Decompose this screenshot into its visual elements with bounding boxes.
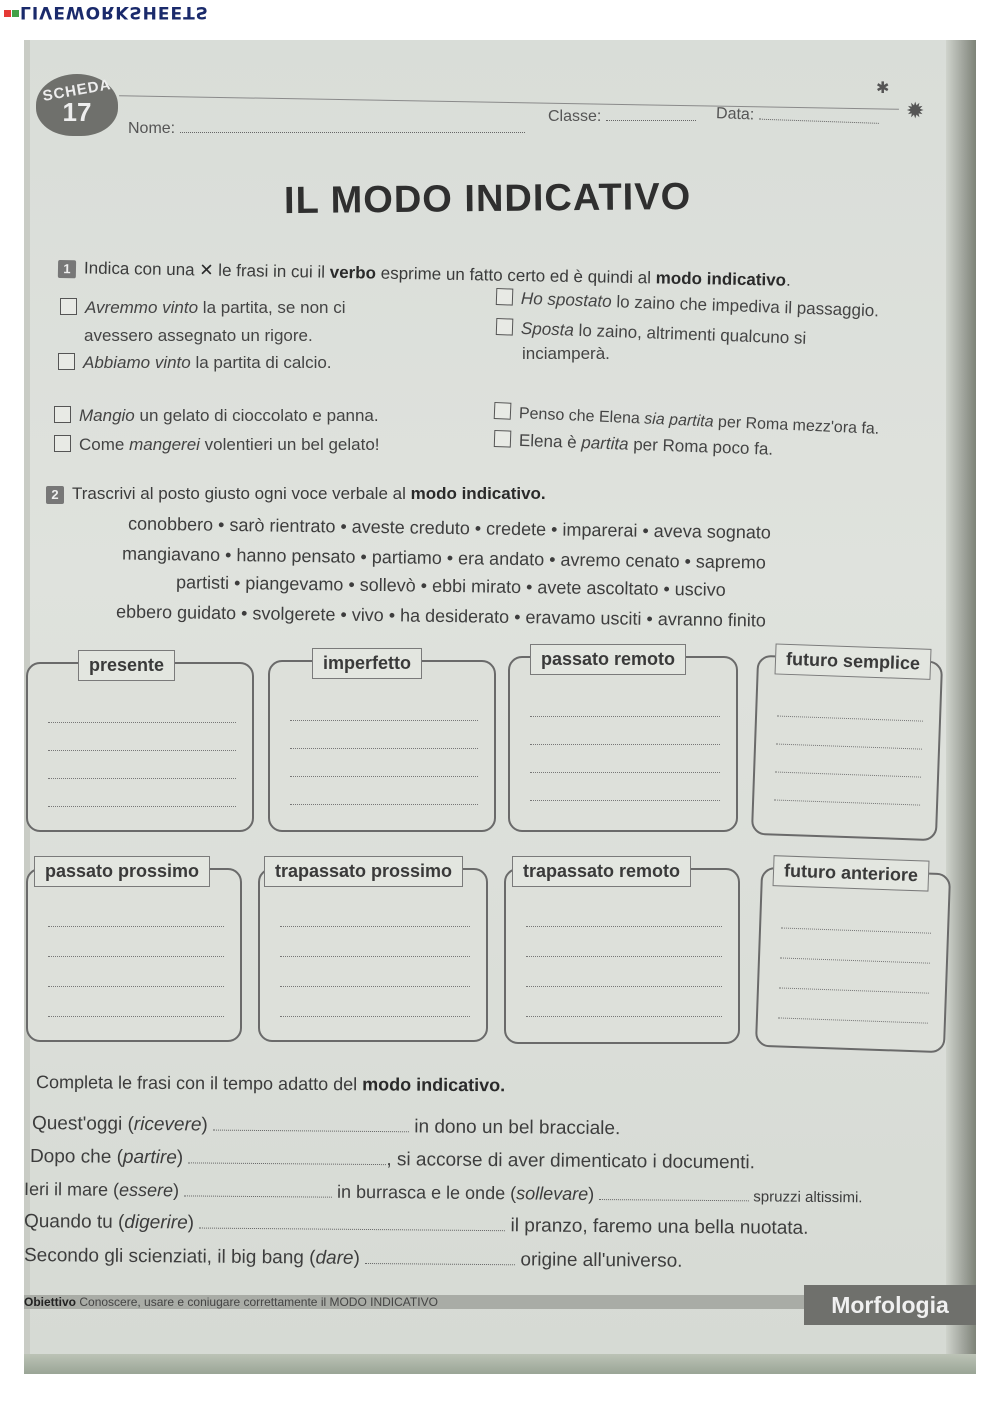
liveworksheets-logo: LIVEWORKSHEETS: [4, 2, 209, 22]
answer-line[interactable]: [530, 800, 720, 801]
data-field[interactable]: Data:: [716, 105, 879, 129]
answer-line[interactable]: [48, 1016, 224, 1017]
checkbox[interactable]: [54, 435, 71, 452]
tense-box-futuro-semplice: [751, 648, 943, 841]
tense-label: imperfetto: [312, 648, 422, 679]
option-3[interactable]: Ho spostato lo zaino che impediva il passaggio.: [496, 288, 880, 321]
answer-line[interactable]: [526, 1016, 722, 1017]
answer-line[interactable]: [781, 927, 931, 933]
exercise1-instruction: 1 Indica con una ✕ le frasi in cui il verbo esprime un fatto certo ed è quindi al modo indicativo.: [58, 258, 791, 291]
sentence-1: Quest'oggi (ricevere) in dono un bel bracciale.: [31, 1113, 621, 1140]
page-curl: [946, 40, 976, 1374]
tense-label: passato remoto: [530, 644, 686, 675]
answer-line[interactable]: [290, 776, 478, 777]
checkbox[interactable]: [496, 288, 514, 306]
answer-line[interactable]: [290, 720, 478, 721]
option-7[interactable]: Penso che Elena sia partita per Roma mezz'ora fa.: [494, 402, 880, 439]
answer-line[interactable]: [778, 1017, 928, 1023]
tense-box-imperfetto: [268, 653, 496, 832]
star-icon: ✱: [876, 80, 890, 97]
worksheet-photo: [24, 40, 976, 1374]
tense-label: trapassato prossimo: [264, 856, 463, 887]
answer-line[interactable]: [526, 926, 722, 927]
option-6[interactable]: Come mangerei volentieri un bel gelato!: [54, 435, 380, 455]
answer-line[interactable]: [48, 778, 236, 779]
answer-line[interactable]: [776, 744, 922, 750]
word-line: partisti • piangevamo • sollevò • ebbi mirato • avete ascoltato • uscivo: [175, 572, 726, 600]
checkbox[interactable]: [496, 318, 514, 336]
answer-blank[interactable]: [365, 1251, 515, 1265]
footer-objective: Obiettivo Conoscere, usare e coniugare correttamente il MODO INDICATIVO: [24, 1295, 804, 1309]
option-1-cont: avessero assegnato un rigore.: [84, 326, 313, 345]
checkbox[interactable]: [54, 406, 71, 423]
tense-label: passato prossimo: [34, 856, 210, 887]
answer-line[interactable]: [526, 956, 722, 957]
exercise3-instruction: Completa le frasi con il tempo adatto del modo indicativo.: [35, 1072, 506, 1096]
tense-box-trapassato-remoto: [504, 861, 740, 1044]
checkbox[interactable]: [60, 298, 77, 315]
answer-line[interactable]: [774, 799, 920, 805]
answer-line[interactable]: [48, 926, 224, 927]
option-1[interactable]: Avremmo vinto la partita, se non ci: [60, 298, 345, 318]
word-line: mangiavano • hanno pensato • partiamo • era andato • avremo cenato • sapremo: [121, 543, 767, 573]
answer-line[interactable]: [48, 986, 224, 987]
tense-box-trapassato-prossimo: [258, 861, 488, 1042]
answer-blank[interactable]: [213, 1118, 409, 1133]
answer-line[interactable]: [280, 1016, 470, 1017]
tense-label: presente: [78, 650, 175, 681]
word-line: conobbero • sarò rientrato • aveste creduto • credete • imparerai • aveva sognato: [127, 513, 771, 543]
tense-box-passato-prossimo: [26, 861, 242, 1042]
answer-blank[interactable]: [188, 1150, 386, 1165]
answer-line[interactable]: [280, 956, 470, 957]
answer-line[interactable]: [48, 750, 236, 751]
tense-label: futuro anteriore: [773, 855, 930, 891]
nome-field[interactable]: Nome:: [128, 120, 525, 138]
tense-label: futuro semplice: [775, 643, 932, 679]
checkbox[interactable]: [494, 430, 512, 448]
tense-box-passato-remoto: [508, 649, 738, 832]
word-line: ebbero guidato • svolgerete • vivo • ha desiderato • eravamo usciti • avranno finito: [115, 601, 766, 631]
option-5[interactable]: Mangio un gelato di cioccolato e panna.: [54, 406, 379, 426]
answer-line[interactable]: [526, 986, 722, 987]
answer-line[interactable]: [780, 957, 930, 963]
tense-box-presente: [26, 655, 254, 832]
option-8[interactable]: Elena è partita per Roma poco fa.: [494, 430, 774, 460]
scheda-badge: SCHEDA 17: [36, 74, 118, 136]
checkbox[interactable]: [58, 353, 75, 370]
tense-label: trapassato remoto: [512, 856, 691, 887]
answer-line[interactable]: [290, 804, 478, 805]
answer-line[interactable]: [280, 926, 470, 927]
exercise2-instruction: 2 Trascrivi al posto giusto ogni voce verbale al modo indicativo.: [46, 484, 546, 504]
sentence-2: Dopo che (partire) , si accorse di aver dimenticato i documenti.: [29, 1146, 756, 1174]
tense-box-futuro-anteriore: [755, 860, 951, 1054]
answer-line[interactable]: [48, 956, 224, 957]
answer-line[interactable]: [48, 806, 236, 807]
sentence-3: Ieri il mare (essere) in burrasca e le onde (sollevare) spruzzi altissimi.: [24, 1179, 863, 1207]
answer-line[interactable]: [775, 772, 921, 778]
page-title: IL MODO INDICATIVO: [283, 175, 692, 223]
answer-line[interactable]: [48, 722, 236, 723]
answer-line[interactable]: [530, 744, 720, 745]
answer-blank[interactable]: [184, 1183, 332, 1197]
answer-blank[interactable]: [199, 1216, 505, 1232]
checkbox[interactable]: [494, 402, 512, 420]
answer-line[interactable]: [530, 716, 720, 717]
classe-field[interactable]: Classe:: [548, 108, 696, 126]
section-label: Morfologia: [804, 1285, 976, 1325]
option-2[interactable]: Abbiamo vinto la partita di calcio.: [58, 353, 332, 373]
answer-blank[interactable]: [599, 1187, 749, 1201]
sentence-4: Quando tu (digerire) il pranzo, faremo una bella nuotata.: [24, 1211, 809, 1239]
option-4[interactable]: Sposta lo zaino, altrimenti qualcuno si: [496, 318, 807, 349]
answer-line[interactable]: [777, 716, 923, 722]
answer-line[interactable]: [530, 772, 720, 773]
star-icon: ✹: [906, 98, 925, 123]
answer-line[interactable]: [290, 748, 478, 749]
answer-line[interactable]: [779, 987, 929, 993]
sentence-5: Secondo gli scienziati, il big bang (dare) origine all'universo.: [24, 1245, 683, 1272]
answer-line[interactable]: [280, 986, 470, 987]
option-4-cont: inciamperà.: [522, 344, 610, 363]
